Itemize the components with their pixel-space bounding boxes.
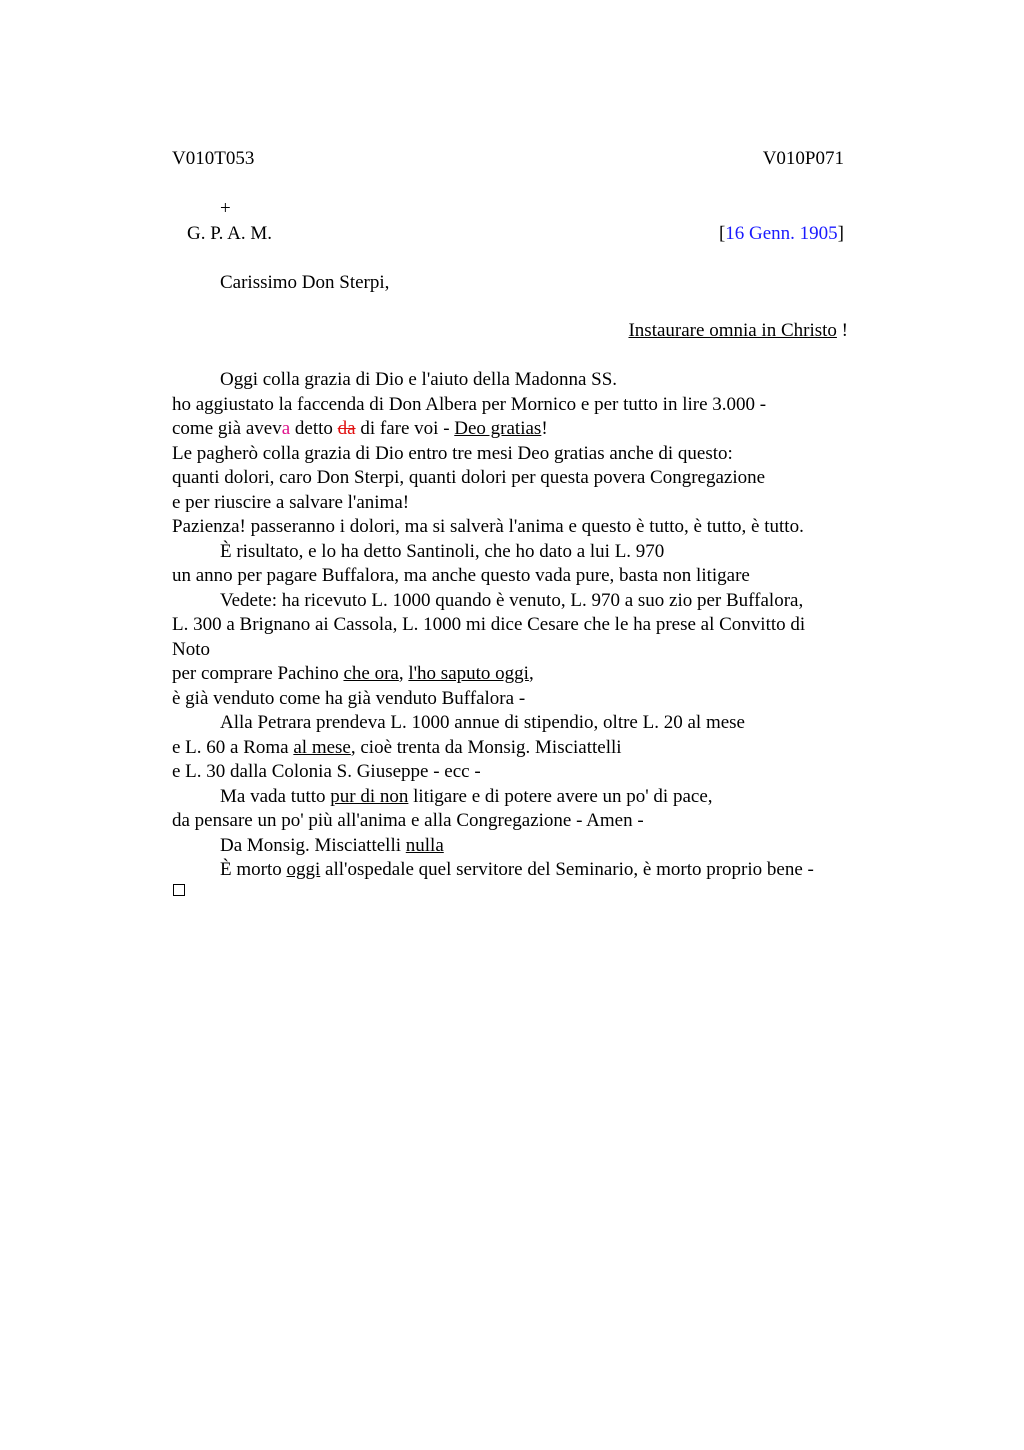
body-line: è già venduto come ha già venduto Buffalora - <box>172 688 526 709</box>
date-bracket-open: [ <box>718 223 726 244</box>
body-line: e L. 30 dalla Colonia S. Giuseppe - ecc - <box>172 761 481 782</box>
underlined-text: oggi <box>286 859 321 880</box>
doc-code-right: V010P071 <box>762 148 844 169</box>
text-run: , cioè trenta da Monsig. Misciattelli <box>350 737 622 758</box>
cross-mark: + <box>220 198 231 219</box>
salutation: Carissimo Don Sterpi, <box>220 272 390 293</box>
text-run: all'ospedale quel servitore del Seminario, è morto proprio bene - <box>320 859 814 880</box>
body-line: Noto <box>172 639 210 660</box>
text-run: di fare voi - <box>355 418 455 439</box>
doc-code-left: V010T053 <box>172 148 255 169</box>
underlined-text: Deo gratias <box>454 418 542 439</box>
initials: G. P. A. M. <box>187 223 272 244</box>
text-run: come già avev <box>172 418 282 439</box>
body-line <box>172 419 548 438</box>
body-line: Le pagherò colla grazia di Dio entro tre mesi Deo gratias anche di questo: <box>172 443 733 464</box>
date-bracket-close: ] <box>837 223 844 244</box>
body-line <box>172 738 622 757</box>
body-line <box>220 860 814 879</box>
text-run: Ma vada tutto <box>220 786 331 807</box>
underlined-text: pur di non <box>330 786 409 807</box>
text-run: , <box>398 663 409 684</box>
date-text: 16 Genn. 1905 <box>725 223 838 244</box>
body-line: L. 300 a Brignano ai Cassola, L. 1000 mi dice Cesare che le ha prese al Convitto di <box>172 614 806 635</box>
body-line: ho aggiustato la faccenda di Don Albera per Mornico e per tutto in lire 3.000 - <box>172 394 767 415</box>
body-line: Alla Petrara prendeva L. 1000 annue di stipendio, oltre L. 20 al mese <box>220 712 745 733</box>
body-line <box>172 664 534 683</box>
text-run: ! <box>541 418 548 439</box>
text-run: per comprare Pachino <box>172 663 344 684</box>
letter-date <box>719 224 844 243</box>
body-line <box>220 836 444 855</box>
text-run: e L. 60 a Roma <box>172 737 294 758</box>
body-line: Pazienza! passeranno i dolori, ma si salverà l'anima e questo è tutto, è tutto, è tutto. <box>172 516 804 537</box>
underlined-text: nulla <box>405 835 444 856</box>
deleted-word: da <box>337 418 356 439</box>
underlined-text: che ora <box>343 663 399 684</box>
body-line: da pensare un po' più all'anima e alla Congregazione - Amen - <box>172 810 644 831</box>
underlined-text: al mese <box>293 737 351 758</box>
body-line: un anno per pagare Buffalora, ma anche questo vada pure, basta non litigare <box>172 565 750 586</box>
text-run: È morto <box>220 859 287 880</box>
added-letter: a <box>281 418 291 439</box>
text-run: Da Monsig. Misciattelli <box>220 835 406 856</box>
body-line <box>220 787 713 806</box>
body-line: È risultato, e lo ha detto Santinoli, che ho dato a lui L. 970 <box>220 541 665 562</box>
motto <box>628 321 848 340</box>
body-line: e per riuscire a salvare l'anima! <box>172 492 410 513</box>
motto-text: Instaurare omnia in Christo <box>628 320 837 341</box>
text-run: detto <box>290 418 338 439</box>
body-line: Oggi colla grazia di Dio e l'aiuto della Madonna SS. <box>220 369 618 390</box>
underlined-text: l'ho saputo oggi <box>408 663 529 684</box>
motto-suffix: ! <box>836 320 848 341</box>
body-line: quanti dolori, caro Don Sterpi, quanti dolori per questa povera Congregazione <box>172 467 766 488</box>
body-line: Vedete: ha ricevuto L. 1000 quando è venuto, L. 970 a suo zio per Buffalora, <box>220 590 804 611</box>
text-run: , <box>528 663 534 684</box>
end-square-icon <box>173 884 185 896</box>
text-run: litigare e di potere avere un po' di pace, <box>408 786 713 807</box>
